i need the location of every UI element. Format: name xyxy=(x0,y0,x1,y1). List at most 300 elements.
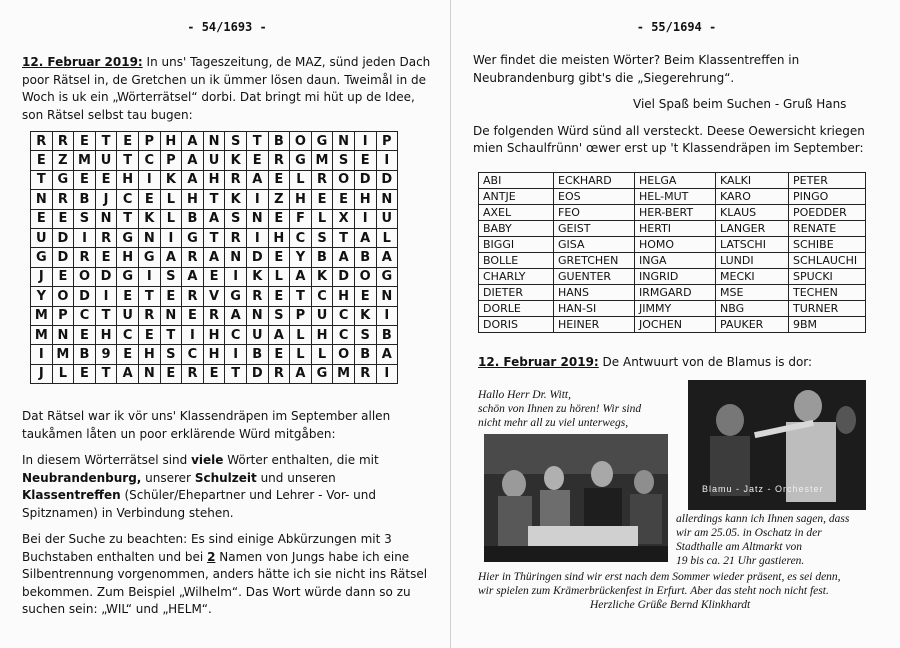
grid-cell: R xyxy=(138,306,160,325)
grid-cell: E xyxy=(117,345,139,364)
grid-cell: R xyxy=(52,132,74,151)
grid-cell: E xyxy=(31,151,53,170)
name-cell: BIGGI xyxy=(479,237,554,253)
grid-cell: H xyxy=(333,287,355,306)
grid-cell: E xyxy=(268,248,290,267)
name-cell: MECKI xyxy=(716,269,789,285)
grid-cell: N xyxy=(376,287,398,306)
grid-cell: E xyxy=(203,364,225,383)
names-row xyxy=(479,285,866,301)
grid-cell: I xyxy=(246,190,268,209)
grid-cell: D xyxy=(246,248,268,267)
name-cell: MSE xyxy=(716,285,789,301)
grid-cell: C xyxy=(138,151,160,170)
grid-cell: U xyxy=(95,151,117,170)
grid-cell: S xyxy=(333,151,355,170)
grid-cell: G xyxy=(182,228,204,247)
grid-cell: E xyxy=(268,345,290,364)
grid-cell: K xyxy=(225,151,247,170)
grid-cell: A xyxy=(290,364,312,383)
intro-date: 12. Februar 2019: xyxy=(22,55,143,69)
grid-cell: E xyxy=(74,325,96,344)
grid-cell: T xyxy=(225,364,247,383)
grid-cell: U xyxy=(246,325,268,344)
grid-cell: H xyxy=(182,190,204,209)
grid-row xyxy=(31,287,398,306)
grid-cell: C xyxy=(333,306,355,325)
grid-cell: Y xyxy=(31,287,53,306)
page-number-left: - 54/1693 - xyxy=(187,20,267,34)
grid-cell: J xyxy=(31,267,53,286)
names-table xyxy=(478,172,866,333)
name-cell: TECHEN xyxy=(789,285,866,301)
names-row xyxy=(479,205,866,221)
grid-cell: R xyxy=(52,190,74,209)
grid-cell: E xyxy=(95,170,117,189)
grid-row xyxy=(31,170,398,189)
grid-cell: I xyxy=(376,364,398,383)
grid-cell: T xyxy=(203,190,225,209)
grid-cell: O xyxy=(74,267,96,286)
name-cell: JIMMY xyxy=(635,301,716,317)
grid-cell: S xyxy=(74,209,96,228)
name-cell: HEINER xyxy=(554,317,635,333)
name-cell: HOMO xyxy=(635,237,716,253)
letter-block-top xyxy=(478,388,688,430)
grid-cell: R xyxy=(311,170,333,189)
grid-cell: P xyxy=(290,306,312,325)
grid-cell: D xyxy=(52,248,74,267)
grid-cell: C xyxy=(225,325,247,344)
grid-cell: I xyxy=(354,132,376,151)
grid-cell: I xyxy=(31,345,53,364)
name-cell: GRETCHEN xyxy=(554,253,635,269)
grid-cell: K xyxy=(160,170,182,189)
grid-cell: G xyxy=(290,151,312,170)
grid-cell: E xyxy=(354,287,376,306)
grid-cell: N xyxy=(138,364,160,383)
grid-row xyxy=(31,345,398,364)
photo-audience-graphic xyxy=(484,434,668,562)
grid-cell: 9 xyxy=(95,345,117,364)
name-cell: INGA xyxy=(635,253,716,269)
grid-cell: R xyxy=(182,364,204,383)
grid-cell: A xyxy=(203,209,225,228)
grid-cell: K xyxy=(311,267,333,286)
para2-text: (Schüler/Ehepartner und Lehrer - Vor- und Spitznamen) in Verbindung stehen. xyxy=(22,488,377,520)
grid-cell: A xyxy=(225,306,247,325)
grid-cell: J xyxy=(31,364,53,383)
grid-cell: E xyxy=(268,209,290,228)
grid-cell: Z xyxy=(52,151,74,170)
grid-cell: E xyxy=(246,151,268,170)
grid-cell: H xyxy=(311,325,333,344)
grid-cell: M xyxy=(311,151,333,170)
grid-cell: A xyxy=(182,267,204,286)
grid-cell: E xyxy=(354,151,376,170)
grid-cell: U xyxy=(203,151,225,170)
grid-cell: C xyxy=(117,325,139,344)
grid-cell: R xyxy=(225,228,247,247)
para2-bold-viele: viele xyxy=(191,453,224,467)
name-cell: GUENTER xyxy=(554,269,635,285)
photo-audience xyxy=(484,434,668,562)
letter-line: Stadthalle am Altmarkt von xyxy=(676,541,802,553)
name-cell: DORLE xyxy=(479,301,554,317)
grid-cell: U xyxy=(376,209,398,228)
grid-cell: K xyxy=(138,209,160,228)
grid-cell: E xyxy=(74,364,96,383)
grid-cell: T xyxy=(95,306,117,325)
grid-cell: N xyxy=(333,132,355,151)
grid-cell: I xyxy=(225,267,247,286)
name-cell: HEL-MUT xyxy=(635,189,716,205)
grid-cell: A xyxy=(117,364,139,383)
grid-cell: D xyxy=(333,267,355,286)
letter-block-bottom xyxy=(478,570,888,612)
grid-cell: R xyxy=(95,228,117,247)
grid-cell: R xyxy=(182,248,204,267)
grid-cell: I xyxy=(376,151,398,170)
name-cell: SPUCKI xyxy=(789,269,866,285)
grid-cell: T xyxy=(31,170,53,189)
name-cell: ABI xyxy=(479,173,554,189)
grid-row xyxy=(31,267,398,286)
grid-cell: H xyxy=(268,228,290,247)
page-number-right: - 55/1694 - xyxy=(636,20,717,34)
names-row xyxy=(479,253,866,269)
grid-cell: L xyxy=(311,209,333,228)
grid-cell: I xyxy=(182,325,204,344)
grid-cell: A xyxy=(290,267,312,286)
grid-cell: N xyxy=(52,325,74,344)
names-row xyxy=(479,237,866,253)
name-cell: AXEL xyxy=(479,205,554,221)
para2-text: unserer xyxy=(141,470,195,485)
grid-row xyxy=(31,190,398,209)
names-row xyxy=(479,317,866,333)
grid-cell: E xyxy=(311,190,333,209)
name-cell: EOS xyxy=(554,189,635,205)
grid-row xyxy=(31,325,398,344)
question-paragraph: Wer findet die meisten Wörter? Beim Klassentreffen in Neubrandenburg gibt's die „Siegerehrung“. xyxy=(473,53,800,85)
para-description xyxy=(22,452,432,522)
name-cell: BABY xyxy=(479,221,554,237)
grid-cell: E xyxy=(160,287,182,306)
grid-cell: X xyxy=(333,209,355,228)
grid-cell: A xyxy=(376,345,398,364)
grid-cell: M xyxy=(333,364,355,383)
grid-row xyxy=(31,248,398,267)
grid-cell: B xyxy=(182,209,204,228)
name-cell: IRMGARD xyxy=(635,285,716,301)
grid-cell: G xyxy=(376,267,398,286)
grid-cell: M xyxy=(52,345,74,364)
grid-cell: D xyxy=(376,170,398,189)
grid-cell: Z xyxy=(268,190,290,209)
grid-cell: L xyxy=(376,228,398,247)
grid-cell: N xyxy=(203,132,225,151)
grid-cell: H xyxy=(117,170,139,189)
grid-cell: B xyxy=(354,248,376,267)
grid-cell: N xyxy=(246,306,268,325)
para2-text: In diesem Wörterrätsel sind xyxy=(22,453,192,467)
grid-cell: T xyxy=(160,325,182,344)
name-cell: POEDDER xyxy=(789,205,866,221)
grid-cell: T xyxy=(290,287,312,306)
grid-cell: I xyxy=(246,228,268,247)
grid-cell: I xyxy=(376,306,398,325)
grid-cell: E xyxy=(138,325,160,344)
grid-cell: I xyxy=(138,170,160,189)
grid-cell: T xyxy=(203,228,225,247)
para-hints xyxy=(22,531,432,619)
name-cell: NBG xyxy=(716,301,789,317)
name-cell: KALKI xyxy=(716,173,789,189)
grid-cell: G xyxy=(311,132,333,151)
name-cell: PETER xyxy=(789,173,866,189)
overview-paragraph: De folgenden Würd sünd all versteckt. Deese Oewersicht kriegen mien Schaulfrünn' œwer erst up 't Klassendräpen im September: xyxy=(473,123,865,155)
name-cell: ANTJE xyxy=(479,189,554,205)
grid-cell: L xyxy=(160,190,182,209)
name-cell: LANGER xyxy=(716,221,789,237)
photo-band xyxy=(688,380,866,510)
grid-cell: O xyxy=(290,132,312,151)
name-cell: BOLLE xyxy=(479,253,554,269)
grid-cell: E xyxy=(117,287,139,306)
grid-cell: C xyxy=(182,345,204,364)
grid-cell: R xyxy=(268,151,290,170)
name-cell: CHARLY xyxy=(479,269,554,285)
intro-text: In uns' Tageszeitung, de MAZ, sünd jeden Dach poor Rätsel in, de Gretchen un ik ümmer lösen daun. Tweimål in de Woch is uk ein „Wörterrätsel“ dorbi. Dat bringt mi hüt up de Idee, son Rätsel selbst tau bugen: xyxy=(22,55,431,122)
grid-cell: T xyxy=(333,228,355,247)
grid-cell: R xyxy=(31,132,53,151)
grid-cell: L xyxy=(52,364,74,383)
grid-cell: H xyxy=(203,345,225,364)
grid-cell: S xyxy=(354,325,376,344)
grid-cell: U xyxy=(117,306,139,325)
grid-cell: D xyxy=(52,228,74,247)
letter-line: wir am 25.05. in Oschatz in der xyxy=(676,527,822,539)
grid-cell: T xyxy=(117,209,139,228)
grid-cell: K xyxy=(225,190,247,209)
letter-line: 19 bis ca. 21 Uhr gastieren. xyxy=(676,555,805,567)
grid-cell: H xyxy=(354,190,376,209)
grid-cell: B xyxy=(74,190,96,209)
grid-cell: R xyxy=(203,306,225,325)
grid-cell: G xyxy=(52,170,74,189)
name-cell: GEIST xyxy=(554,221,635,237)
grid-cell: P xyxy=(138,132,160,151)
letter-block-right xyxy=(676,512,886,568)
grid-row xyxy=(31,364,398,383)
grid-cell: B xyxy=(74,345,96,364)
grid-cell: N xyxy=(31,190,53,209)
name-cell: HERTI xyxy=(635,221,716,237)
grid-cell: N xyxy=(138,228,160,247)
answer-heading xyxy=(478,355,812,369)
grid-cell: G xyxy=(138,248,160,267)
grid-cell: E xyxy=(182,306,204,325)
name-cell: HAN-SI xyxy=(554,301,635,317)
para3-text: Namen von Jungs habe ich eine Silbentrennung vorgenommen, anders hätte ich sie nicht ins Rätsel bekommen. Zum Beispiel „Wilhelm“. Das Wort würde dann so zu suchen sein: „WIL“ und „HELM“. xyxy=(22,549,428,616)
grid-cell: A xyxy=(203,248,225,267)
grid-cell: T xyxy=(246,132,268,151)
grid-cell: F xyxy=(290,209,312,228)
grid-cell: Y xyxy=(290,248,312,267)
grid-cell: B xyxy=(311,248,333,267)
para2-bold-neubrandenburg: Neubrandenburg, xyxy=(22,470,142,485)
grid-cell: P xyxy=(160,151,182,170)
grid-cell: N xyxy=(246,209,268,228)
name-cell: LATSCHI xyxy=(716,237,789,253)
grid-cell: N xyxy=(95,209,117,228)
grid-cell: T xyxy=(138,287,160,306)
grid-cell: H xyxy=(117,248,139,267)
answer-date: 12. Februar 2019: xyxy=(478,355,599,369)
grid-cell: C xyxy=(311,287,333,306)
grid-cell: S xyxy=(225,209,247,228)
grid-cell: E xyxy=(333,190,355,209)
grid-cell: B xyxy=(268,132,290,151)
grid-cell: B xyxy=(376,325,398,344)
grid-cell: R xyxy=(225,170,247,189)
letter-line: Hallo Herr Dr. Witt, xyxy=(478,389,571,401)
grid-cell: E xyxy=(117,132,139,151)
grid-cell: H xyxy=(203,325,225,344)
name-cell: KARO xyxy=(716,189,789,205)
name-cell: GISA xyxy=(554,237,635,253)
grid-cell: L xyxy=(290,170,312,189)
name-cell: TURNER xyxy=(789,301,866,317)
para2-text: und unseren xyxy=(256,470,336,485)
names-row xyxy=(479,301,866,317)
grid-cell: E xyxy=(160,364,182,383)
grid-cell: I xyxy=(138,267,160,286)
grid-cell: L xyxy=(311,345,333,364)
grid-cell: H xyxy=(290,190,312,209)
grid-cell: K xyxy=(354,306,376,325)
photo-band-caption: Blamu - Jatz - Orchester xyxy=(702,484,824,494)
grid-cell: E xyxy=(138,190,160,209)
grid-cell: C xyxy=(333,325,355,344)
name-cell: SCHIBE xyxy=(789,237,866,253)
name-cell: KLAUS xyxy=(716,205,789,221)
grid-cell: H xyxy=(138,345,160,364)
grid-cell: G xyxy=(117,228,139,247)
grid-cell: E xyxy=(74,132,96,151)
grid-cell: J xyxy=(95,190,117,209)
grid-row xyxy=(31,151,398,170)
grid-cell: D xyxy=(95,267,117,286)
grid-cell: O xyxy=(333,345,355,364)
grid-cell: A xyxy=(246,170,268,189)
name-cell: PINGO xyxy=(789,189,866,205)
grid-cell: R xyxy=(246,287,268,306)
letter-line: allerdings kann ich Ihnen sagen, dass xyxy=(676,513,850,525)
name-cell: JOCHEN xyxy=(635,317,716,333)
grid-cell: C xyxy=(74,306,96,325)
grid-cell: L xyxy=(290,345,312,364)
grid-cell: I xyxy=(74,228,96,247)
para3-text: Bei der Suche zu beachten: Es sind einige Abkürzungen mit 3 Buchstaben enthalten und bei xyxy=(22,532,392,564)
greeting-line: Viel Spaß beim Suchen - Gruß Hans xyxy=(633,97,847,111)
grid-cell: K xyxy=(246,267,268,286)
name-cell: DORIS xyxy=(479,317,554,333)
grid-cell: S xyxy=(160,345,182,364)
grid-cell: E xyxy=(95,248,117,267)
grid-cell: D xyxy=(74,287,96,306)
para2-bold-klassentreffen: Klassentreffen xyxy=(22,488,121,502)
letter-line: Hier in Thüringen sind wir erst nach dem Sommer wieder präsent, es sei denn, xyxy=(478,571,841,583)
intro-paragraph xyxy=(22,54,432,124)
grid-cell: I xyxy=(354,209,376,228)
grid-cell: S xyxy=(225,132,247,151)
grid-cell: A xyxy=(182,132,204,151)
grid-cell: R xyxy=(182,287,204,306)
grid-cell: R xyxy=(268,364,290,383)
grid-cell: O xyxy=(52,287,74,306)
grid-cell: S xyxy=(268,306,290,325)
letter-line: wir spielen zum Krämerbrückenfest in Erfurt. Aber das steht noch nicht fest. xyxy=(478,585,829,597)
grid-cell: N xyxy=(376,190,398,209)
grid-cell: G xyxy=(311,364,333,383)
grid-cell: S xyxy=(160,267,182,286)
grid-cell: E xyxy=(268,287,290,306)
grid-cell: H xyxy=(95,325,117,344)
grid-cell: I xyxy=(225,345,247,364)
name-cell: DIETER xyxy=(479,285,554,301)
grid-cell: A xyxy=(160,248,182,267)
grid-row xyxy=(31,132,398,151)
grid-cell: E xyxy=(203,267,225,286)
grid-cell: R xyxy=(74,248,96,267)
word-search-grid xyxy=(30,131,398,384)
name-cell: INGRID xyxy=(635,269,716,285)
grid-cell: H xyxy=(160,132,182,151)
grid-cell: H xyxy=(203,170,225,189)
grid-cell: E xyxy=(52,209,74,228)
grid-row xyxy=(31,209,398,228)
grid-cell: P xyxy=(52,306,74,325)
grid-cell: L xyxy=(160,209,182,228)
grid-cell: V xyxy=(203,287,225,306)
grid-cell: U xyxy=(31,228,53,247)
para2-bold-schulzeit: Schulzeit xyxy=(194,470,257,485)
grid-cell: I xyxy=(95,287,117,306)
grid-cell: C xyxy=(117,190,139,209)
grid-cell: T xyxy=(117,151,139,170)
grid-cell: N xyxy=(225,248,247,267)
name-cell: SCHLAUCHI xyxy=(789,253,866,269)
name-cell: 9BM xyxy=(789,317,866,333)
grid-cell: A xyxy=(268,325,290,344)
grid-cell: I xyxy=(160,228,182,247)
grid-row xyxy=(31,228,398,247)
grid-cell: S xyxy=(311,228,333,247)
grid-cell: T xyxy=(95,132,117,151)
grid-cell: M xyxy=(31,325,53,344)
grid-cell: B xyxy=(354,345,376,364)
letter-signature: Herzliche Grüße Bernd Klinkhardt xyxy=(590,599,751,611)
left-lower-text xyxy=(22,408,432,619)
letter-line: nicht mehr all zu viel unterwegs, xyxy=(478,417,629,429)
name-cell: ECKHARD xyxy=(554,173,635,189)
letter-line: schön von Ihnen zu hören! Wir sind xyxy=(478,403,642,415)
grid-cell: T xyxy=(95,364,117,383)
names-row xyxy=(479,189,866,205)
grid-cell: O xyxy=(333,170,355,189)
